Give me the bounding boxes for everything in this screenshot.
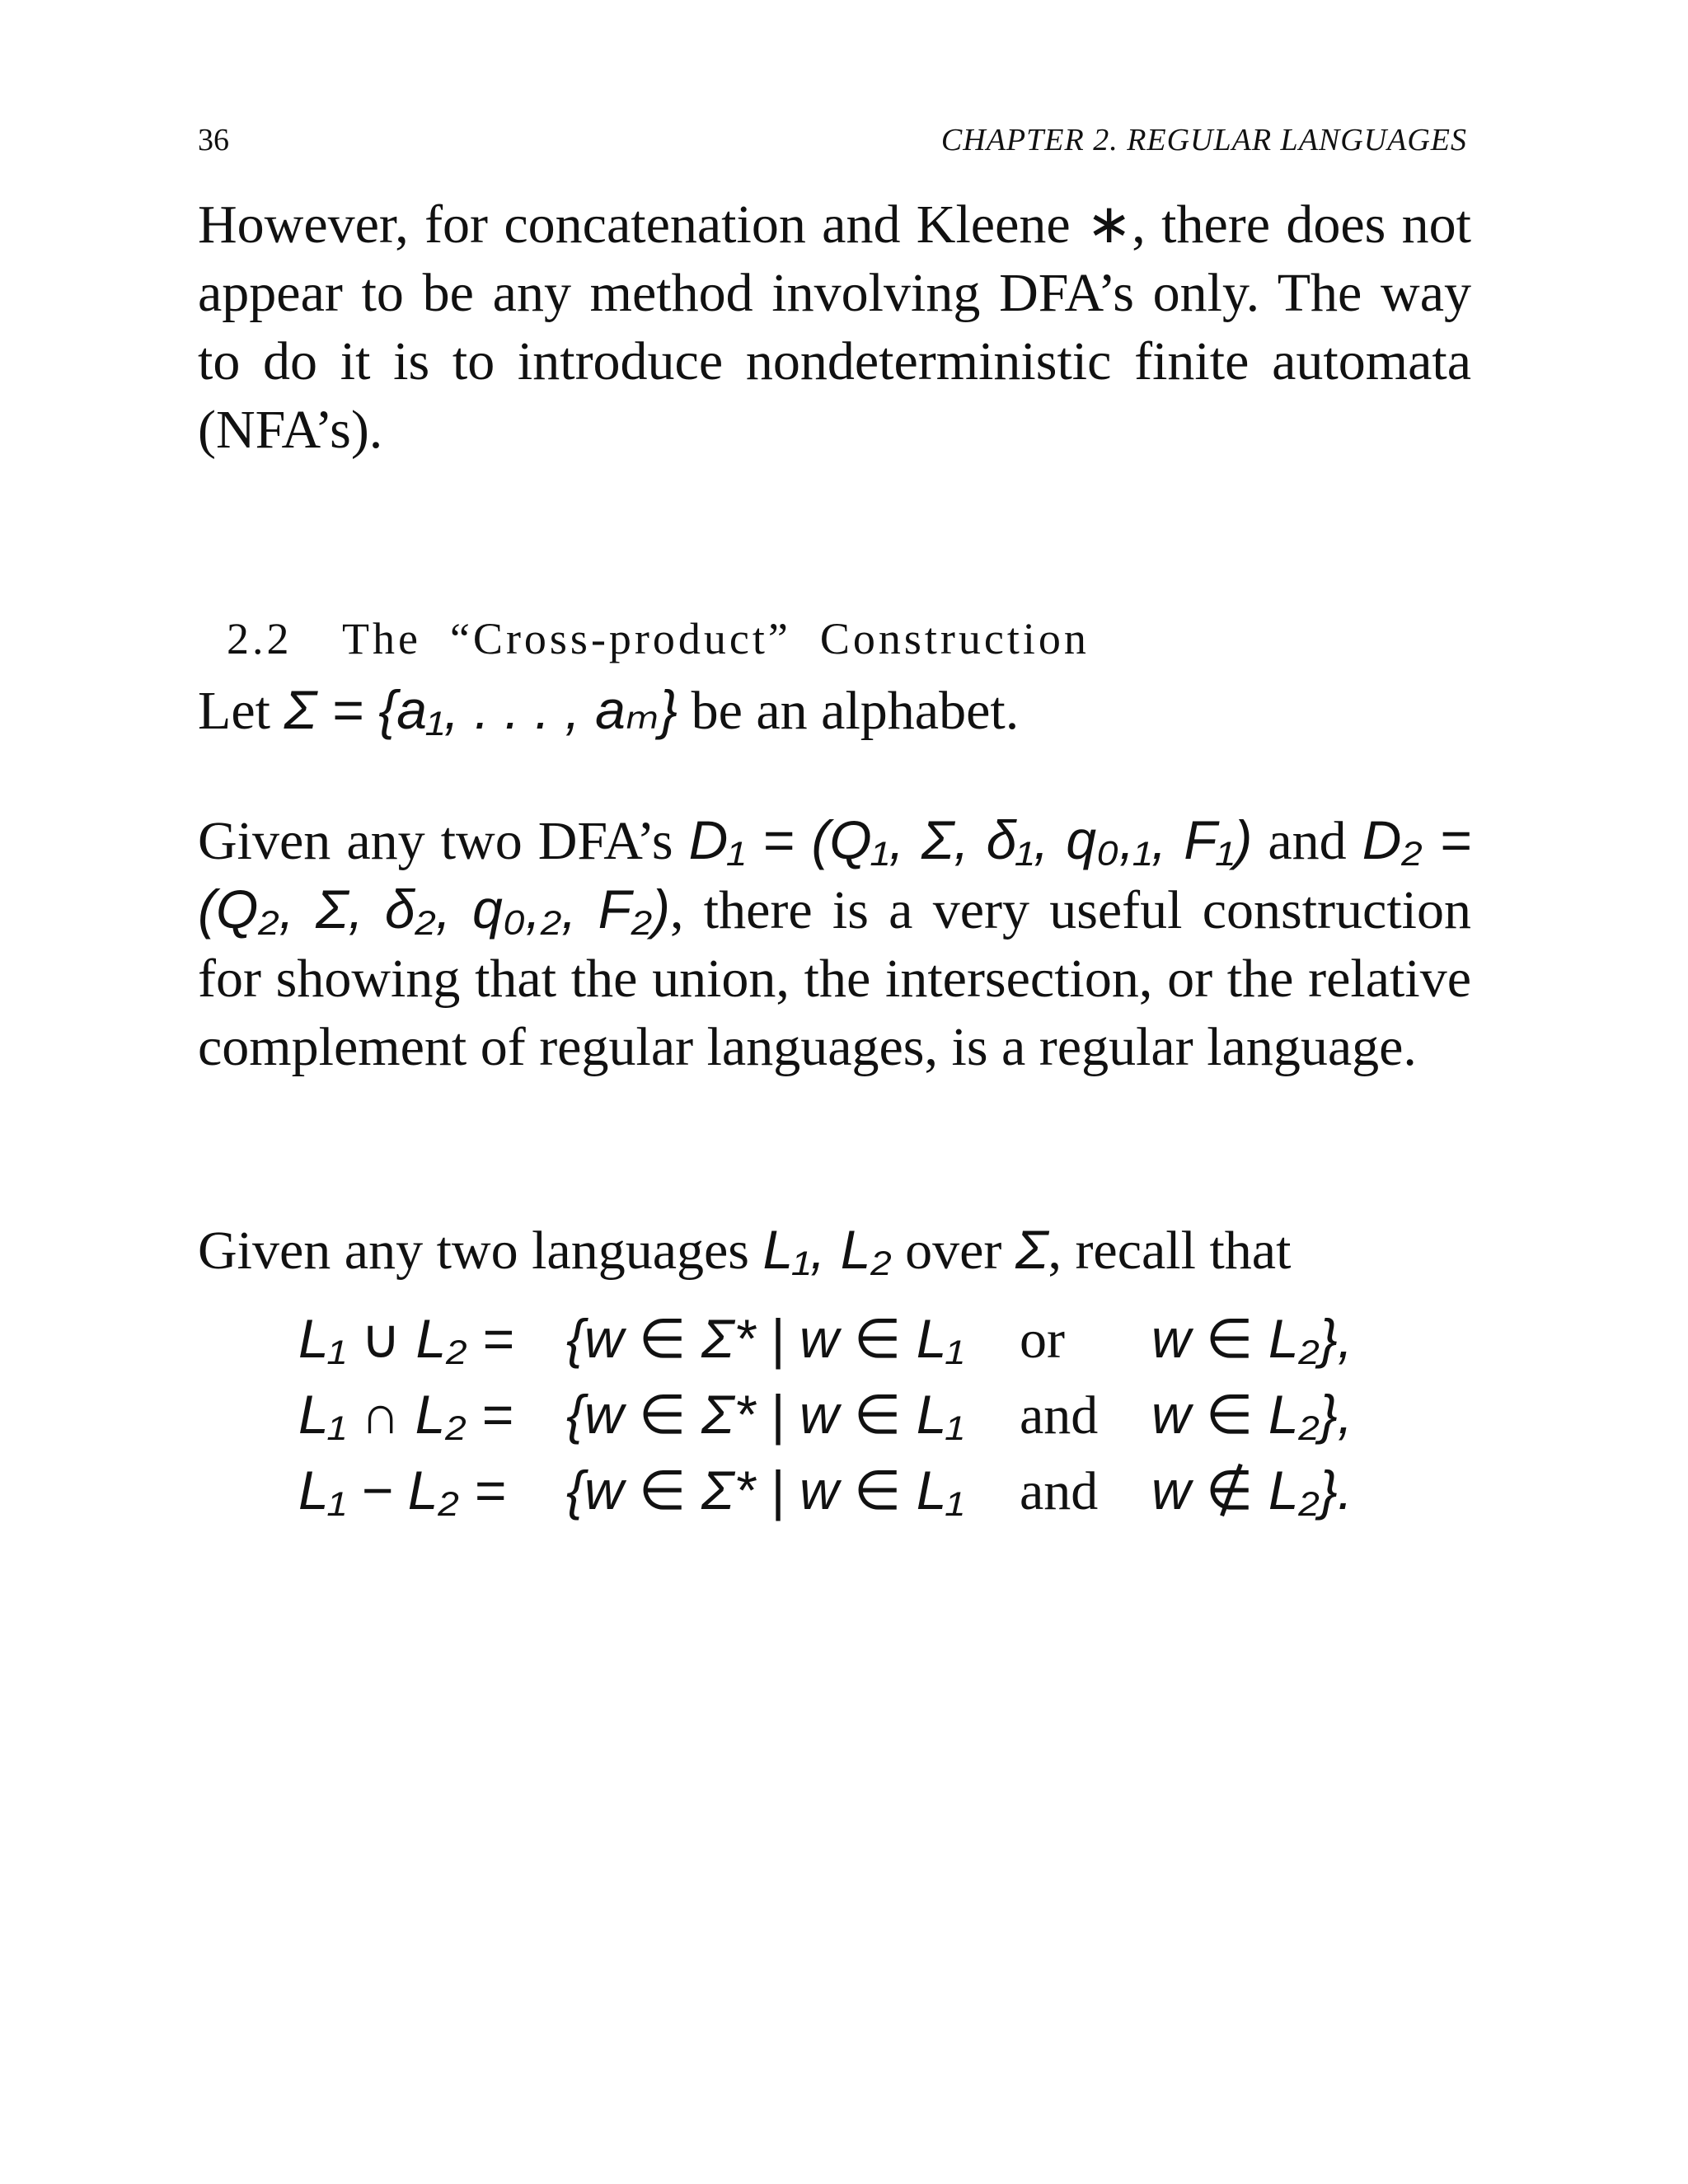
paragraph-2-text-a: Let	[198, 681, 284, 741]
paragraph-languages	[198, 1216, 1471, 1285]
paragraph-2-text-b: be an alphabet.	[678, 681, 1020, 741]
paragraph-1-text-a: However, for concatenation and Kleene	[198, 194, 1086, 255]
paragraph-4-text-b: over	[891, 1221, 1015, 1281]
page-header	[198, 117, 1467, 163]
languages-l1-l2: L₁, L₂	[762, 1219, 892, 1280]
section-heading	[198, 552, 1471, 668]
equation-set: {w ∈ Σ* | w ∈ L₁	[566, 1308, 964, 1369]
equation-connective: or	[1020, 1310, 1065, 1370]
section-number: 2.2	[227, 614, 293, 663]
equation-union	[298, 1301, 1452, 1376]
equation-set: {w ∈ Σ* | w ∈ L₁	[566, 1384, 964, 1445]
kleene-star: ∗	[1085, 193, 1132, 254]
equation-connective: and	[1020, 1461, 1099, 1521]
paragraph-dfa-construction	[198, 806, 1471, 1081]
set-equations	[298, 1301, 1452, 1528]
page-number: 36	[198, 123, 229, 157]
dfa-d2-definition: D₂ = (Q₂, Σ, δ₂, q₀,₂, F₂)	[198, 809, 1471, 940]
running-head: CHAPTER 2. REGULAR LANGUAGES	[940, 123, 1467, 157]
equation-lhs: L₁ ∪ L₂ =	[298, 1308, 514, 1369]
equation-rhs: w ∈ L₂},	[1151, 1308, 1353, 1369]
paragraph-4-text-a: Given any two languages	[198, 1221, 763, 1281]
paragraph-3-text-a: Given any two DFA’s	[198, 811, 689, 871]
alphabet-definition: Σ = {a₁, . . . , aₘ}	[284, 679, 678, 740]
equation-connective: and	[1020, 1385, 1099, 1446]
paragraph-3-text-b: and	[1252, 811, 1362, 871]
equation-lhs: L₁ − L₂ =	[298, 1460, 506, 1521]
paragraph-1-text-b: , there does not appear to be any method involving DFA’s only. The way to do it is to introduce nondeterministic finite automata (NFA’s).	[198, 194, 1471, 460]
equation-rhs: w ∈ L₂},	[1151, 1384, 1353, 1445]
equation-lhs: L₁ ∩ L₂ =	[298, 1384, 513, 1445]
paragraph-4-text-c: , recall that	[1048, 1221, 1292, 1281]
paragraph-3-text-c: , there is a very useful construction for showing that the union, the intersection, or the relative complement of regular languages, is a regular language.	[198, 880, 1471, 1077]
equation-difference	[298, 1452, 1452, 1528]
paragraph-alphabet	[198, 676, 1471, 745]
equation-intersection	[298, 1376, 1452, 1452]
equation-set: {w ∈ Σ* | w ∈ L₁	[566, 1460, 964, 1521]
paragraph-concatenation	[198, 190, 1471, 464]
equation-rhs: w ∉ L₂}.	[1151, 1460, 1353, 1521]
sigma-symbol: Σ	[1015, 1219, 1048, 1280]
dfa-d1-definition: D₁ = (Q₁, Σ, δ₁, q₀,₁, F₁)	[688, 809, 1253, 870]
section-title: The “Cross-product” Construction	[342, 614, 1090, 663]
